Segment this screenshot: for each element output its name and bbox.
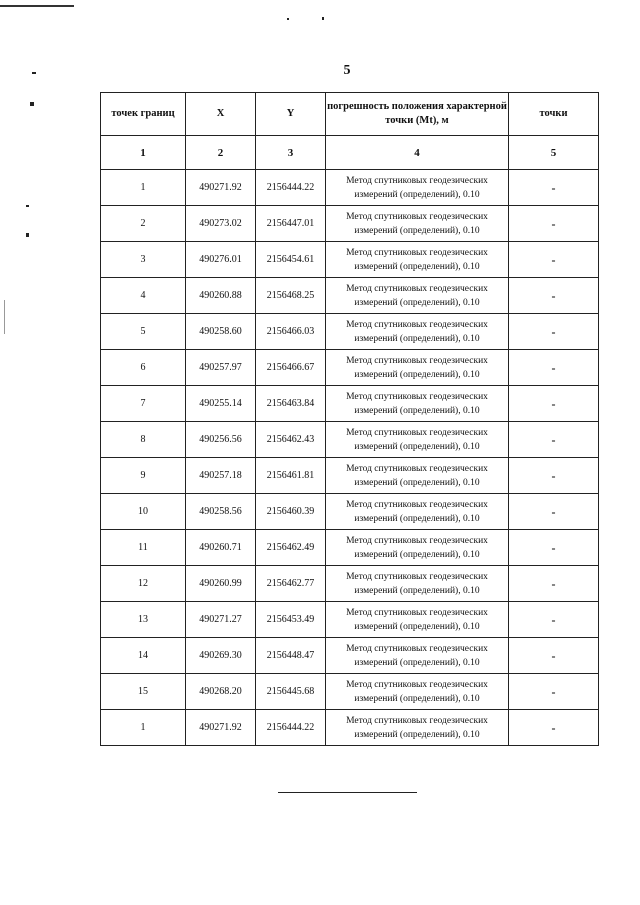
cell-x: 490255.14: [186, 386, 256, 422]
cell-method: [326, 206, 509, 242]
table-row: [101, 206, 599, 242]
method-line-2: измерений (определений), 0.10: [354, 369, 480, 380]
cell-description: -: [509, 458, 599, 494]
cell-x: 490269.30: [186, 638, 256, 674]
method-line-1: Метод спутниковых геодезических: [346, 463, 488, 474]
table-row: [101, 278, 599, 314]
table-row: [101, 494, 599, 530]
cell-method: [326, 530, 509, 566]
cell-description: -: [509, 530, 599, 566]
cell-y: 2156461.81: [256, 458, 326, 494]
method-line-1: Метод спутниковых геодезических: [346, 211, 488, 222]
cell-description: -: [509, 566, 599, 602]
scan-speck: [4, 300, 5, 334]
method-line-1: Метод спутниковых геодезических: [346, 247, 488, 258]
method-line-2: измерений (определений), 0.10: [354, 585, 480, 596]
table-row: [101, 602, 599, 638]
cell-method: [326, 638, 509, 674]
table-row: [101, 530, 599, 566]
cell-method: [326, 458, 509, 494]
column-number: 5: [509, 136, 599, 170]
method-line-1: Метод спутниковых геодезических: [346, 715, 488, 726]
table-body: [101, 170, 599, 746]
column-number: 2: [186, 136, 256, 170]
cell-method: [326, 710, 509, 746]
method-line-1: Метод спутниковых геодезических: [346, 607, 488, 618]
method-line-1: Метод спутниковых геодезических: [346, 355, 488, 366]
column-number: 4: [326, 136, 509, 170]
cell-x: 490273.02: [186, 206, 256, 242]
scan-speck: [26, 233, 29, 237]
header-y: Y: [256, 93, 326, 136]
cell-y: 2156462.77: [256, 566, 326, 602]
table-row: [101, 422, 599, 458]
cell-point-number: 2: [101, 206, 186, 242]
table-row: [101, 638, 599, 674]
header-x: X: [186, 93, 256, 136]
header-point-description: точки: [509, 93, 599, 136]
cell-method: [326, 566, 509, 602]
cell-description: -: [509, 170, 599, 206]
cell-method: [326, 602, 509, 638]
cell-y: 2156462.43: [256, 422, 326, 458]
cell-description: -: [509, 422, 599, 458]
method-line-1: Метод спутниковых геодезических: [346, 571, 488, 582]
method-line-2: измерений (определений), 0.10: [354, 513, 480, 524]
cell-point-number: 7: [101, 386, 186, 422]
cell-y: 2156445.68: [256, 674, 326, 710]
cell-x: 490256.56: [186, 422, 256, 458]
cell-y: 2156460.39: [256, 494, 326, 530]
cell-x: 490258.60: [186, 314, 256, 350]
method-line-1: Метод спутниковых геодезических: [346, 391, 488, 402]
cell-description: -: [509, 710, 599, 746]
method-line-1: Метод спутниковых геодезических: [346, 427, 488, 438]
cell-point-number: 1: [101, 710, 186, 746]
scan-artifact-line: [0, 5, 74, 7]
cell-method: [326, 386, 509, 422]
cell-point-number: 9: [101, 458, 186, 494]
cell-y: 2156462.49: [256, 530, 326, 566]
method-line-2: измерений (определений), 0.10: [354, 693, 480, 704]
method-line-2: измерений (определений), 0.10: [354, 621, 480, 632]
cell-method: [326, 350, 509, 386]
table-header-row: [101, 93, 599, 136]
page-number: 5: [343, 63, 351, 78]
method-line-1: Метод спутниковых геодезических: [346, 679, 488, 690]
cell-point-number: 8: [101, 422, 186, 458]
cell-point-number: 13: [101, 602, 186, 638]
method-line-1: Метод спутниковых геодезических: [346, 535, 488, 546]
cell-y: 2156453.49: [256, 602, 326, 638]
cell-point-number: 15: [101, 674, 186, 710]
cell-y: 2156454.61: [256, 242, 326, 278]
cell-point-number: 3: [101, 242, 186, 278]
table-row: [101, 314, 599, 350]
cell-method: [326, 170, 509, 206]
cell-description: -: [509, 242, 599, 278]
footer-divider: [278, 792, 417, 793]
method-line-2: измерений (определений), 0.10: [354, 441, 480, 452]
cell-point-number: 6: [101, 350, 186, 386]
cell-point-number: 14: [101, 638, 186, 674]
cell-description: -: [509, 386, 599, 422]
table-row: [101, 386, 599, 422]
cell-description: -: [509, 638, 599, 674]
method-line-2: измерений (определений), 0.10: [354, 225, 480, 236]
cell-x: 490276.01: [186, 242, 256, 278]
method-line-2: измерений (определений), 0.10: [354, 549, 480, 560]
cell-x: 490260.99: [186, 566, 256, 602]
cell-method: [326, 242, 509, 278]
cell-x: 490257.18: [186, 458, 256, 494]
cell-x: 490257.97: [186, 350, 256, 386]
cell-description: -: [509, 674, 599, 710]
cell-y: 2156468.25: [256, 278, 326, 314]
cell-y: 2156466.67: [256, 350, 326, 386]
header-accuracy: погрешность положения характерной точки (Mt), м: [326, 93, 509, 136]
cell-description: -: [509, 602, 599, 638]
method-line-2: измерений (определений), 0.10: [354, 189, 480, 200]
cell-description: -: [509, 350, 599, 386]
cell-y: 2156444.22: [256, 170, 326, 206]
method-line-2: измерений (определений), 0.10: [354, 261, 480, 272]
cell-description: -: [509, 278, 599, 314]
scan-speck: [30, 102, 34, 106]
cell-x: 490258.56: [186, 494, 256, 530]
table-row: [101, 458, 599, 494]
cell-description: -: [509, 314, 599, 350]
table-row: [101, 710, 599, 746]
coordinates-table: [100, 92, 599, 746]
scan-speck: [26, 205, 29, 207]
scan-speck: [322, 17, 324, 20]
cell-point-number: 12: [101, 566, 186, 602]
method-line-1: Метод спутниковых геодезических: [346, 283, 488, 294]
cell-point-number: 5: [101, 314, 186, 350]
cell-x: 490260.71: [186, 530, 256, 566]
cell-point-number: 10: [101, 494, 186, 530]
cell-x: 490260.88: [186, 278, 256, 314]
cell-description: -: [509, 494, 599, 530]
column-number: 3: [256, 136, 326, 170]
cell-x: 490271.92: [186, 710, 256, 746]
cell-method: [326, 494, 509, 530]
method-line-2: измерений (определений), 0.10: [354, 333, 480, 344]
cell-method: [326, 674, 509, 710]
scan-speck: [287, 18, 289, 20]
method-line-1: Метод спутниковых геодезических: [346, 175, 488, 186]
method-line-2: измерений (определений), 0.10: [354, 405, 480, 416]
column-number-row: [101, 136, 599, 170]
method-line-2: измерений (определений), 0.10: [354, 477, 480, 488]
cell-x: 490268.20: [186, 674, 256, 710]
table-row: [101, 350, 599, 386]
method-line-1: Метод спутниковых геодезических: [346, 643, 488, 654]
cell-point-number: 4: [101, 278, 186, 314]
cell-y: 2156448.47: [256, 638, 326, 674]
cell-y: 2156447.01: [256, 206, 326, 242]
table-row: [101, 170, 599, 206]
method-line-2: измерений (определений), 0.10: [354, 297, 480, 308]
table-row: [101, 566, 599, 602]
header-point-number: точек границ: [101, 93, 186, 136]
method-line-2: измерений (определений), 0.10: [354, 657, 480, 668]
cell-method: [326, 422, 509, 458]
cell-y: 2156444.22: [256, 710, 326, 746]
table-row: [101, 674, 599, 710]
table-row: [101, 242, 599, 278]
cell-point-number: 1: [101, 170, 186, 206]
cell-method: [326, 314, 509, 350]
cell-y: 2156466.03: [256, 314, 326, 350]
cell-y: 2156463.84: [256, 386, 326, 422]
cell-point-number: 11: [101, 530, 186, 566]
method-line-1: Метод спутниковых геодезических: [346, 499, 488, 510]
column-number: 1: [101, 136, 186, 170]
cell-x: 490271.27: [186, 602, 256, 638]
cell-x: 490271.92: [186, 170, 256, 206]
cell-description: -: [509, 206, 599, 242]
method-line-2: измерений (определений), 0.10: [354, 729, 480, 740]
method-line-1: Метод спутниковых геодезических: [346, 319, 488, 330]
cell-method: [326, 278, 509, 314]
